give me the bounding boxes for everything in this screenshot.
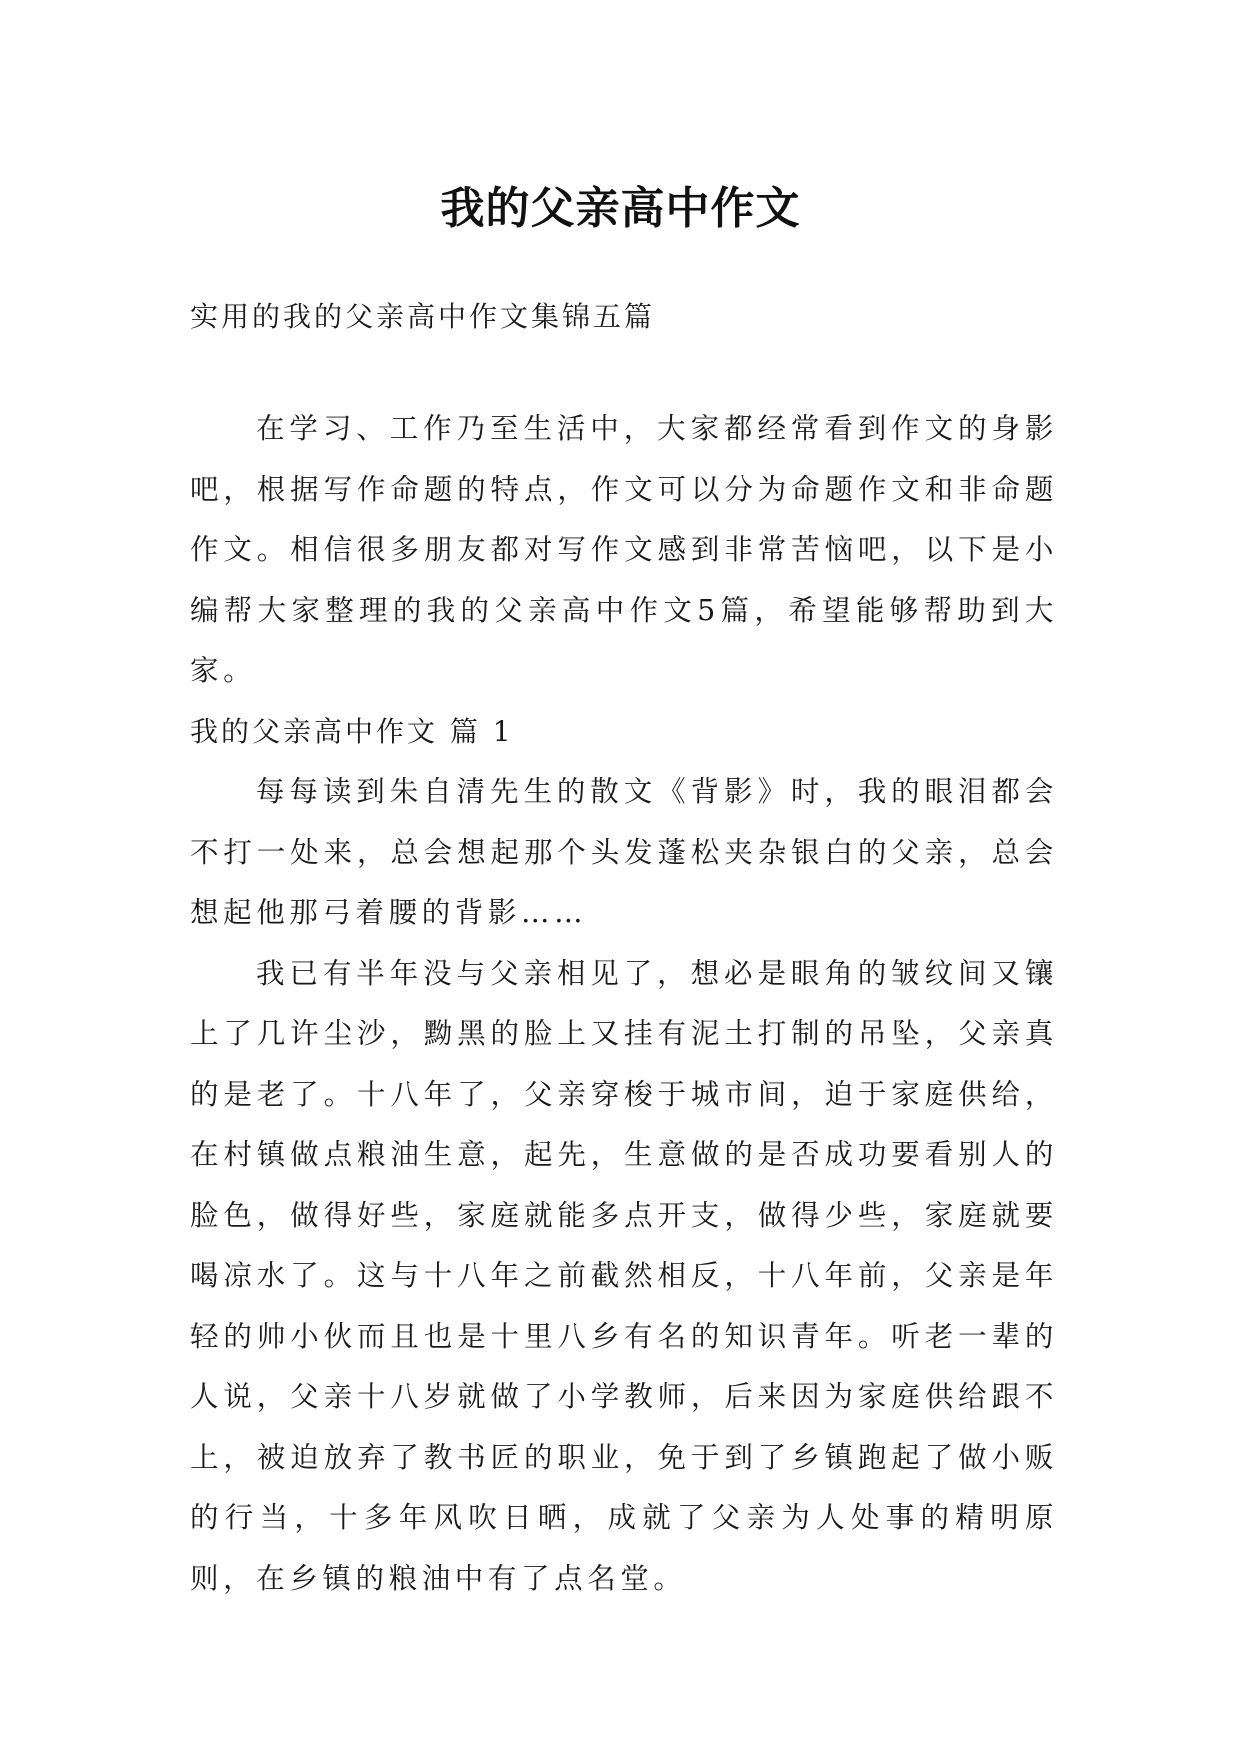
section-heading: 我的父亲高中作文 篇 1 [190,714,514,748]
document-subtitle: 实用的我的父亲高中作文集锦五篇 [190,300,656,333]
document-body [190,287,1058,1609]
document-title: 我的父亲高中作文 [440,183,801,235]
body-paragraph: 每每读到朱自清先生的散文《背影》时，我的眼泪都会不打一处来，总会想起那个头发蓬松夹杂银白的父亲，总会想起他那弓着腰的背影…… [190,775,1058,929]
blank-line [190,347,1058,399]
intro-paragraph: 在学习、工作乃至生活中，大家都经常看到作文的身影吧，根据写作命题的特点，作文可以分为命题作文和非命题作文。相信很多朋友都对写作文感到非常苦恼吧，以下是小编帮大家整理的我的父亲高中作文5篇，希望能够帮助到大家。 [190,412,1058,687]
body-paragraph: 我已有半年没与父亲相见了，想必是眼角的皱纹间又镶上了几许尘沙，黝黑的脸上又挂有泥土打制的吊坠，父亲真的是老了。十八年了，父亲穿梭于城市间，迫于家庭供给，在村镇做点粮油生意，起先，生意做的是否成功要看别人的脸色，做得好些，家庭就能多点开支，做得少些，家庭就要喝凉水了。这与十八年之前截然相反，十八年前，父亲是年轻的帅小伙而且也是十里八乡有名的知识青年。听老一辈的人说，父亲十八岁就做了小学教师，后来因为家庭供给跟不上，被迫放弃了教书匠的职业，免于到了乡镇跑起了做小贩的行当，十多年风吹日晒，成就了父亲为人处事的精明原则，在乡镇的粮油中有了点名堂。 [190,956,1058,1595]
